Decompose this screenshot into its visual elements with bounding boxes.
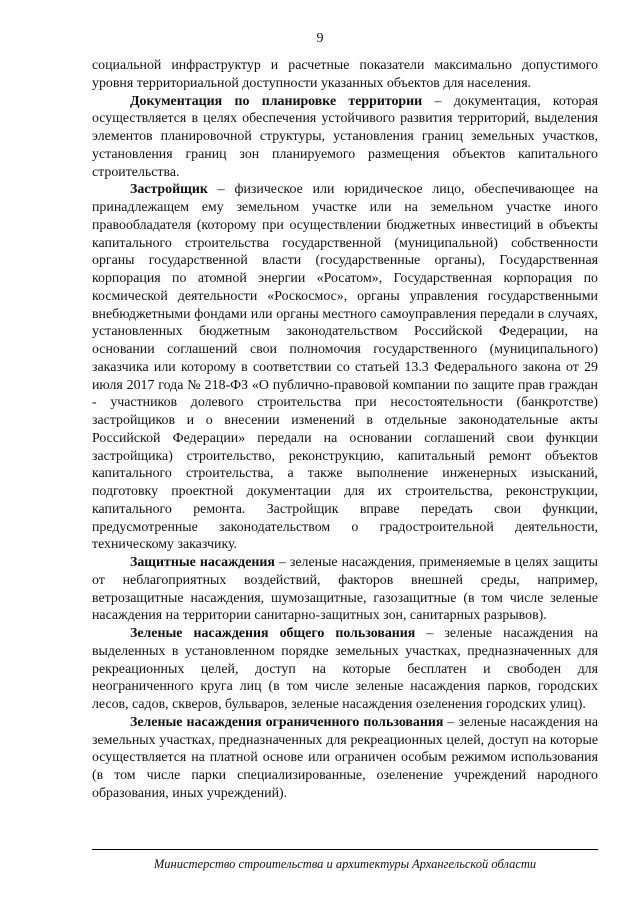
definition-term: Зеленые насаждения ограниченного пользования xyxy=(130,714,444,730)
definition-term: Документация по планировке территории xyxy=(130,93,423,109)
definition-term: Зеленые насаждения общего пользования xyxy=(130,626,416,641)
definition-paragraph xyxy=(92,625,598,714)
definition-term: Защитные насаждения xyxy=(130,555,275,570)
definition-text: – зеленые насаждения на выделенных в установленном порядке земельных участках, предназначенных для рекреационных целей, доступ на которые бесплатен и свободен для неограниченного круга лиц (в том числе зеленые насаждения парков, городских лесов, садов, скверов, бульваров, зеленые насаждения озеленения городских улиц). xyxy=(92,626,598,712)
definition-term: Застройщик xyxy=(130,182,208,198)
page-number: 9 xyxy=(316,31,324,46)
definition-text: – зеленые насаждения, применяемые в целях защиты от неблагоприятных воздействий, факторов внешней среды, например, ветрозащитные насаждения, шумозащитные, газозащитные (в том числе зеленые насаждения на территории санитарно-защитных зон, санитарных разрывов). xyxy=(92,555,598,624)
definition-paragraph xyxy=(92,181,598,554)
definition-paragraph xyxy=(92,714,598,803)
definition-text: – физическое или юридическое лицо, обеспечивающее на принадлежащем ему земельном участке или на земельном участке иного правообладателя (которому при осуществлении бюджетных инвестиций в объекты капитального строительства государственной (муниципальной) собственности органы государственной власти (государственные органы), Государственная корпорация по атомной энергии «Росатом», Государственная корпорация по космической деятельности «Роскосмос», органы управления государственными внебюджетными фондами или органы местного самоуправления передали в случаях, установленных бюджетным законодательством Российской Федерации, на основании соглашений свои полномочия государственного (муниципального) заказчика или которому в соответствии со статьей 13.3 Федерального закона от 29 июля 2017 года № 218-ФЗ «О публично-правовой компании по защите прав граждан - участников долевого строительства при несостоятельности (банкротстве) застройщиков и о внесении изменений в отдельные законодательные акты Российской Федерации» передали на основании соглашений свои функции застройщика) строительство, реконструкцию, капитальный ремонт объектов капитального строительства, а также выполнение инженерных изысканий, подготовку проектной документации для их строительства, реконструкции, капитального ремонта. Застройщик вправе передать свои функции, предусмотренные законодательством о градостроительной деятельности, техническому заказчику. xyxy=(92,182,598,553)
definition-paragraph xyxy=(92,93,598,182)
definition-text: – зеленые насаждения на земельных участках, предназначенных для рекреационных целей, доступ на которые осуществляется на платной основе или ограничен особым режимом использования (в том числе парки специализированные, озеленение учреждений народного образования, иных учреждений). xyxy=(92,714,598,801)
definition-paragraph xyxy=(92,554,598,625)
footer-organization: Министерство строительства и архитектуры Архангельской области xyxy=(153,857,537,871)
definition-text: – документация, которая осуществляется в целях обеспечения устойчивого развития территорий, выделения элементов планировочной структуры, установления границ земельных участков, установления границ зон планируемого размещения объектов капитального строительства. xyxy=(92,93,598,180)
footer-divider xyxy=(92,849,598,850)
intro-paragraph: социальной инфраструктур и расчетные показатели максимально допустимого уровня территориальной доступности указанных объектов для населения. xyxy=(92,58,598,91)
document-body xyxy=(92,57,598,803)
